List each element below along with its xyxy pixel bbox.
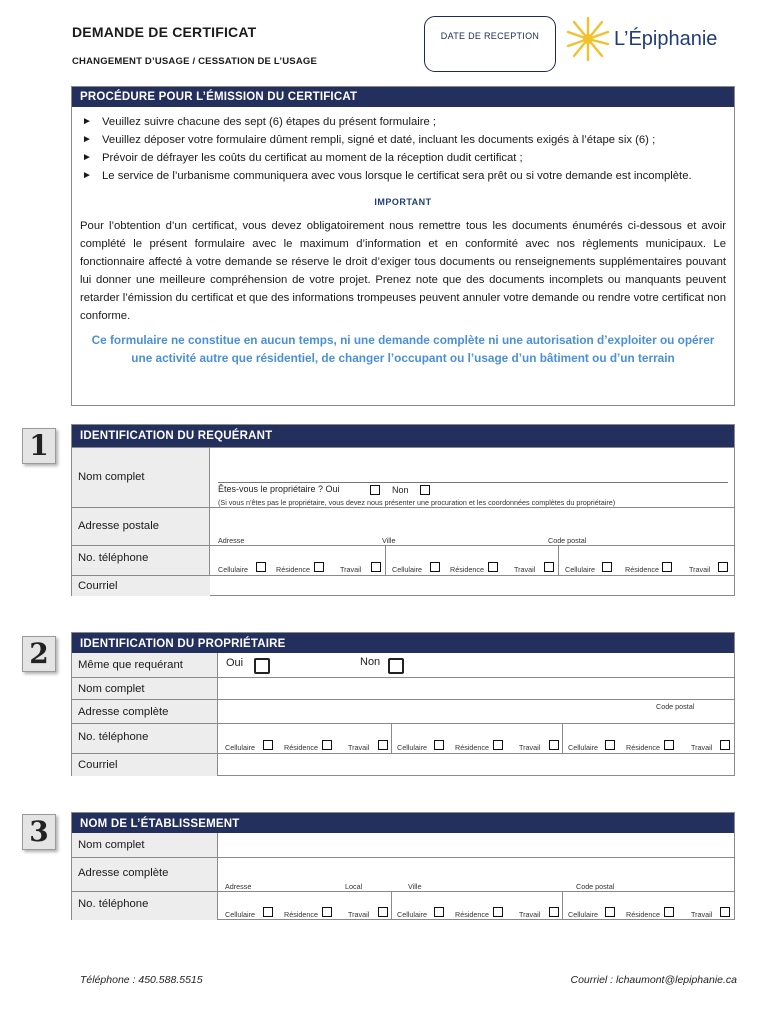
list-item: ► Le service de l’urbanisme communiquera avec vous lorsque le certificat sera prêt ou si votre demande est incomplète. bbox=[80, 167, 726, 185]
row-meme-requerant bbox=[72, 653, 734, 677]
address-part-ville: Ville bbox=[408, 882, 422, 891]
address-part-local: Local bbox=[345, 882, 363, 891]
section-heading: IDENTIFICATION DU PROPRIÉTAIRE bbox=[72, 633, 734, 653]
address-part-code-postal: Code postal bbox=[548, 536, 587, 545]
row-telephone bbox=[72, 545, 734, 575]
phone-cellulaire-label: Cellulaire bbox=[397, 910, 427, 919]
section-heading: IDENTIFICATION DU REQUÉRANT bbox=[72, 425, 734, 447]
meme-oui-checkbox[interactable] bbox=[254, 658, 270, 674]
procedure-section bbox=[71, 86, 735, 406]
phone-residence-label: Résidence bbox=[455, 743, 489, 752]
section-etablissement bbox=[71, 812, 735, 920]
phone-residence-label: Résidence bbox=[284, 910, 318, 919]
phone-residence-label: Résidence bbox=[450, 565, 484, 574]
label-telephone: No. téléphone bbox=[72, 892, 218, 920]
phone-cellulaire-checkbox[interactable] bbox=[602, 562, 612, 572]
phone-cellulaire-label: Cellulaire bbox=[392, 565, 422, 574]
meme-non-label: Non bbox=[360, 656, 381, 668]
phone-travail-checkbox[interactable] bbox=[544, 562, 554, 572]
phone-travail-label: Travail bbox=[691, 743, 713, 752]
phone-travail-checkbox[interactable] bbox=[549, 740, 559, 750]
footer-phone: Téléphone : 450.588.5515 bbox=[80, 974, 203, 986]
phone-residence-checkbox[interactable] bbox=[322, 907, 332, 917]
date-reception-label: DATE DE RECEPTION bbox=[440, 31, 540, 41]
document-subtitle: CHANGEMENT D’USAGE / CESSATION DE L’USAGE bbox=[72, 56, 318, 67]
phone-residence-checkbox[interactable] bbox=[322, 740, 332, 750]
phone-residence-label: Résidence bbox=[455, 910, 489, 919]
phone-residence-checkbox[interactable] bbox=[314, 562, 324, 572]
phone-travail-label: Travail bbox=[340, 565, 362, 574]
bullet-arrow-icon: ► bbox=[82, 116, 92, 127]
owner-question: Êtes-vous le propriétaire ? Oui bbox=[218, 484, 340, 494]
phone-travail-label: Travail bbox=[689, 565, 711, 574]
label-adresse-postale: Adresse postale bbox=[72, 508, 210, 546]
owner-note: (Si vous n’êtes pas le propriétaire, vous devez nous présenter une procuration et les coordonnées complètes du propriétaire) bbox=[218, 498, 616, 507]
date-reception-box bbox=[424, 16, 556, 72]
list-item: ► Prévoir de défrayer les coûts du certificat au moment de la réception dudit certificat ; bbox=[80, 149, 726, 167]
divider bbox=[391, 892, 392, 920]
bullet-arrow-icon: ► bbox=[82, 170, 92, 181]
label-nom-complet: Nom complet bbox=[72, 833, 218, 857]
phone-residence-label: Résidence bbox=[276, 565, 310, 574]
row-nom-complet bbox=[72, 833, 734, 857]
meme-oui-label: Oui bbox=[226, 657, 244, 669]
phone-residence-checkbox[interactable] bbox=[493, 907, 503, 917]
phone-travail-label: Travail bbox=[348, 910, 370, 919]
divider bbox=[558, 546, 559, 576]
bullet-arrow-icon: ► bbox=[82, 134, 92, 145]
label-adresse-complete: Adresse complète bbox=[72, 700, 218, 724]
divider bbox=[562, 724, 563, 754]
phone-travail-label: Travail bbox=[514, 565, 536, 574]
meme-non-checkbox[interactable] bbox=[388, 658, 404, 674]
row-adresse-postale bbox=[72, 507, 734, 545]
row-telephone bbox=[72, 723, 734, 753]
list-item: ► Veuillez suivre chacune des sept (6) étapes du présent formulaire ; bbox=[80, 113, 726, 131]
phone-cellulaire-label: Cellulaire bbox=[565, 565, 595, 574]
important-label: IMPORTANT bbox=[374, 197, 432, 207]
address-part-code-postal: Code postal bbox=[656, 702, 695, 711]
section-heading: NOM DE L’ÉTABLISSEMENT bbox=[72, 813, 734, 833]
row-nom-complet bbox=[72, 447, 734, 507]
phone-cellulaire-label: Cellulaire bbox=[568, 743, 598, 752]
logo-text: L’Épiphanie bbox=[614, 28, 718, 50]
phone-cellulaire-checkbox[interactable] bbox=[263, 740, 273, 750]
divider bbox=[385, 546, 386, 576]
phone-travail-label: Travail bbox=[348, 743, 370, 752]
phone-travail-checkbox[interactable] bbox=[718, 562, 728, 572]
section-requerant bbox=[71, 424, 735, 596]
phone-travail-checkbox[interactable] bbox=[720, 740, 730, 750]
row-adresse-complete bbox=[72, 699, 734, 723]
owner-non-checkbox[interactable] bbox=[420, 485, 430, 495]
phone-cellulaire-label: Cellulaire bbox=[218, 565, 248, 574]
phone-residence-label: Résidence bbox=[626, 743, 660, 752]
divider bbox=[562, 892, 563, 920]
important-paragraph: Pour l’obtention d’un certificat, vous devez obligatoirement nous remettre tous les documents énumérés ci-dessous et avoir complété le présent formulaire avec le maximum d’information et en conformité avec nos règlements municipaux. Le fonctionnaire affecté à votre demande se réserve le droit d’exiger tous documents ou renseignements supplémentaires pouvant lui donner une meilleure compréhension de votre projet. Prenez note que des documents incomplets ou manquants peuvent retarder l’émission du certificat et que des informations trompeuses peuvent annuler votre demande ou rendre votre certificat non conforme. bbox=[80, 220, 726, 322]
phone-residence-checkbox[interactable] bbox=[488, 562, 498, 572]
phone-travail-checkbox[interactable] bbox=[720, 907, 730, 917]
phone-travail-label: Travail bbox=[519, 910, 541, 919]
address-part-adresse: Adresse bbox=[225, 882, 252, 891]
label-adresse-complete: Adresse complète bbox=[72, 858, 218, 892]
label-telephone: No. téléphone bbox=[72, 724, 218, 754]
address-part-ville: Ville bbox=[382, 536, 396, 545]
phone-cellulaire-label: Cellulaire bbox=[397, 743, 427, 752]
nom-underline[interactable] bbox=[218, 482, 728, 483]
row-courriel bbox=[72, 575, 734, 595]
phone-travail-checkbox[interactable] bbox=[371, 562, 381, 572]
row-nom-complet bbox=[72, 677, 734, 699]
phone-travail-checkbox[interactable] bbox=[378, 907, 388, 917]
phone-residence-checkbox[interactable] bbox=[662, 562, 672, 572]
warning-notice: Ce formulaire ne constitue en aucun temps, ni une demande complète ni une autorisation d’exploiter ou opérer une activité autre que résidentiel, de changer l’occupant ou l’usage d’un bâtiment ou d’un terrain bbox=[91, 333, 715, 365]
label-courriel: Courriel bbox=[72, 754, 218, 776]
row-adresse-complete bbox=[72, 857, 734, 891]
step-number-3: 3 bbox=[22, 814, 56, 850]
label-nom-complet: Nom complet bbox=[72, 678, 218, 700]
label-meme-requerant: Même que requérant bbox=[72, 653, 218, 677]
label-courriel: Courriel bbox=[72, 576, 210, 596]
bullet-arrow-icon: ► bbox=[82, 152, 92, 163]
phone-residence-checkbox[interactable] bbox=[664, 907, 674, 917]
footer-email: Courriel : lchaumont@lepiphanie.ca bbox=[570, 974, 737, 986]
list-item: ► Veuillez déposer votre formulaire dûment rempli, signé et daté, incluant les documents exigés à l’étape six (6) ; bbox=[80, 131, 726, 149]
phone-cellulaire-checkbox[interactable] bbox=[434, 907, 444, 917]
phone-residence-label: Résidence bbox=[284, 743, 318, 752]
phone-cellulaire-checkbox[interactable] bbox=[605, 740, 615, 750]
label-nom-complet: Nom complet bbox=[72, 448, 210, 508]
phone-cellulaire-checkbox[interactable] bbox=[263, 907, 273, 917]
section-proprietaire bbox=[71, 632, 735, 776]
owner-oui-checkbox[interactable] bbox=[370, 485, 380, 495]
document-title: DEMANDE DE CERTIFICAT bbox=[72, 24, 257, 40]
phone-cellulaire-label: Cellulaire bbox=[568, 910, 598, 919]
municipality-logo bbox=[566, 16, 746, 62]
phone-residence-checkbox[interactable] bbox=[493, 740, 503, 750]
sun-logo-icon bbox=[566, 16, 610, 62]
divider bbox=[391, 724, 392, 754]
phone-residence-label: Résidence bbox=[625, 565, 659, 574]
owner-non-label: Non bbox=[392, 485, 409, 495]
phone-travail-label: Travail bbox=[691, 910, 713, 919]
row-telephone bbox=[72, 891, 734, 919]
phone-residence-label: Résidence bbox=[626, 910, 660, 919]
address-part-code-postal: Code postal bbox=[576, 882, 615, 891]
phone-cellulaire-checkbox[interactable] bbox=[430, 562, 440, 572]
procedure-list bbox=[80, 113, 726, 185]
phone-travail-checkbox[interactable] bbox=[549, 907, 559, 917]
row-courriel bbox=[72, 753, 734, 775]
label-telephone: No. téléphone bbox=[72, 546, 210, 576]
phone-cellulaire-label: Cellulaire bbox=[225, 910, 255, 919]
phone-cellulaire-label: Cellulaire bbox=[225, 743, 255, 752]
step-number-2: 2 bbox=[22, 636, 56, 672]
procedure-heading: PROCÉDURE POUR L’ÉMISSION DU CERTIFICAT bbox=[72, 87, 734, 107]
phone-travail-checkbox[interactable] bbox=[378, 740, 388, 750]
address-part-adresse: Adresse bbox=[218, 536, 245, 545]
phone-cellulaire-checkbox[interactable] bbox=[434, 740, 444, 750]
phone-cellulaire-checkbox[interactable] bbox=[256, 562, 266, 572]
phone-cellulaire-checkbox[interactable] bbox=[605, 907, 615, 917]
step-number-1: 1 bbox=[22, 428, 56, 464]
phone-residence-checkbox[interactable] bbox=[664, 740, 674, 750]
phone-travail-label: Travail bbox=[519, 743, 541, 752]
